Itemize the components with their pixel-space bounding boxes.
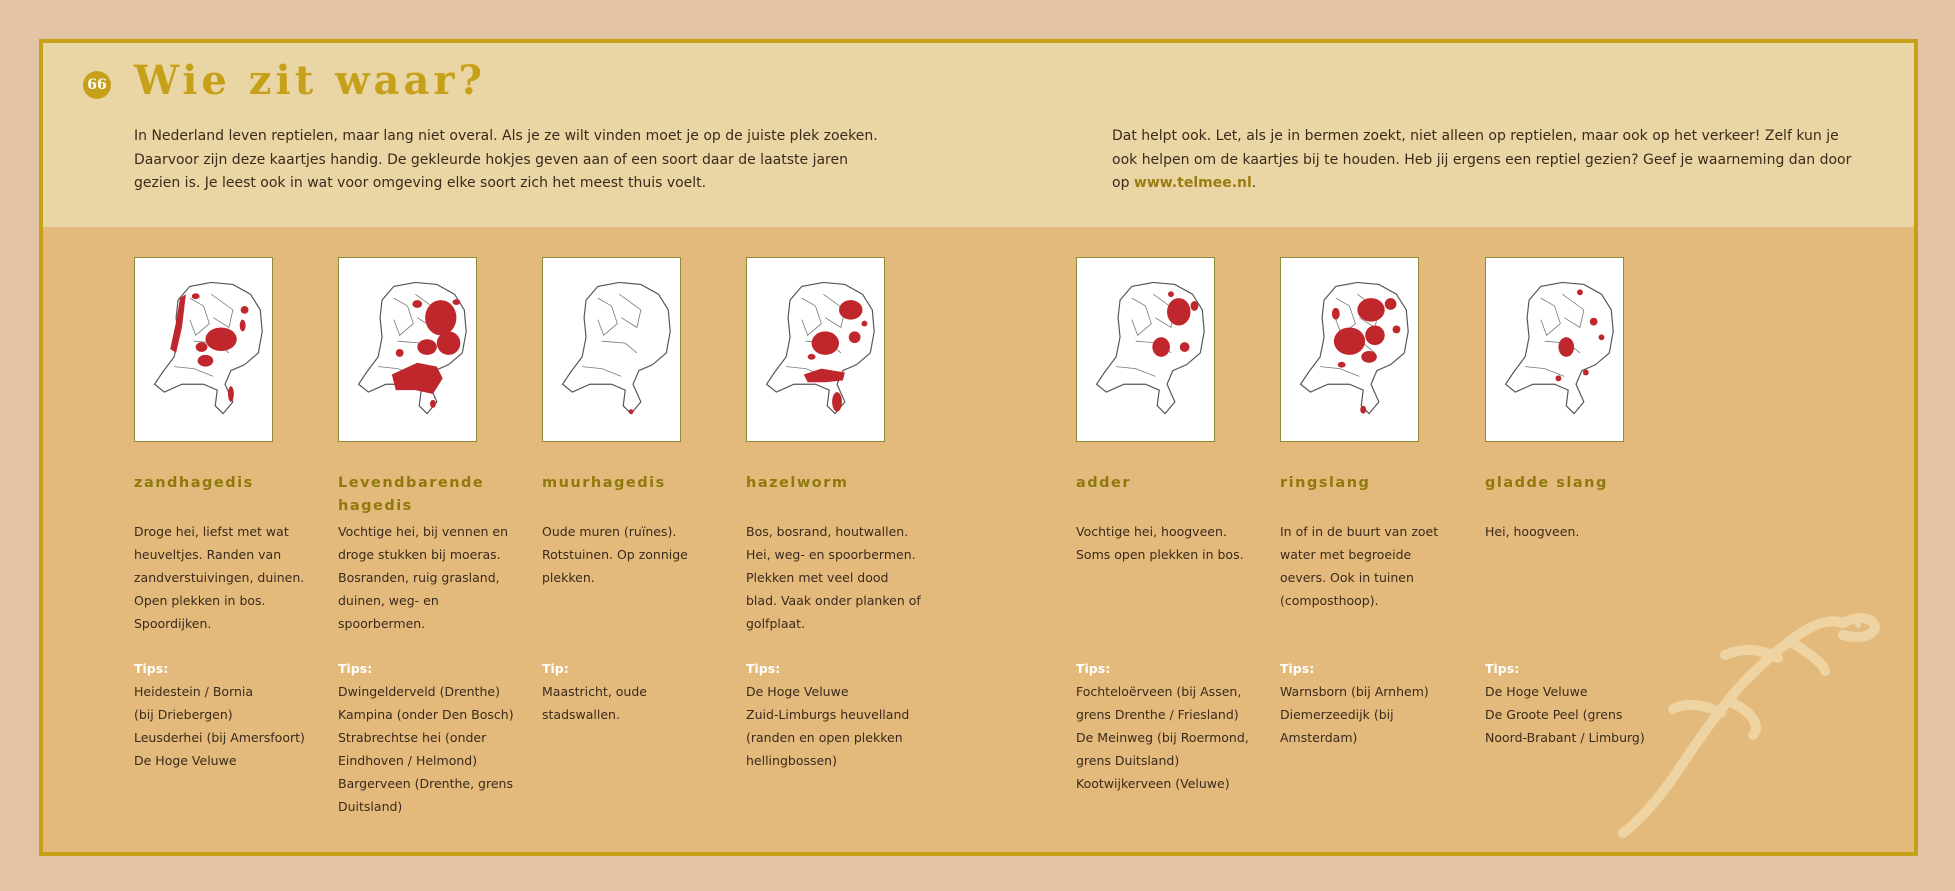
species-levendbarende-hagedis	[338, 257, 514, 818]
tip-line: Leusderhei (bij Amersfoort)	[134, 730, 305, 745]
lizard-watermark-icon	[1603, 563, 1903, 856]
tips-label: Tips:	[1485, 661, 1520, 676]
tip-line: Noord-Brabant / Limburg)	[1485, 730, 1645, 745]
netherlands-map-icon	[1486, 258, 1623, 441]
netherlands-map-icon	[747, 258, 884, 441]
intro-right-text: Dat helpt ook. Let, als je in bermen zoekt, niet alleen op reptielen, maar ook op het verkeer! Zelf kun je ook helpen om de kaartjes bij te houden. Heb jij ergens een reptiel gezien? Geef je waarneming dan door op	[1112, 128, 1852, 191]
species-habitat: Bos, bosrand, houtwallen. Hei, weg- en spoorbermen. Plekken met veel dood blad. Vaak onder planken of golfplaat.	[746, 524, 921, 631]
species-habitat: Vochtige hei, hoogveen. Soms open plekken in bos.	[1076, 524, 1244, 562]
species-name: ringslang	[1280, 475, 1371, 491]
species-name: Levendbarende hagedis	[338, 475, 485, 514]
netherlands-map-icon	[135, 258, 272, 441]
distribution-map	[542, 257, 681, 442]
netherlands-map-icon	[543, 258, 680, 441]
tip-line: (randen en open plekken	[746, 730, 903, 745]
tip-line: De Meinweg (bij Roermond,	[1076, 730, 1249, 745]
species-habitat: In of in de buurt van zoet water met begroeide oevers. Ook in tuinen (composthoop).	[1280, 524, 1439, 608]
species-name: zandhagedis	[134, 475, 254, 491]
species-habitat: Droge hei, liefst met wat heuveltjes. Randen van zandverstuivingen, duinen. Open plekken in bos. Spoordijken.	[134, 524, 305, 631]
species-name: hazelworm	[746, 475, 849, 491]
tips-label: Tips:	[338, 661, 373, 676]
netherlands-map-icon	[339, 258, 476, 441]
species-ringslang	[1280, 257, 1456, 749]
species-adder	[1076, 257, 1252, 795]
intro-right	[1112, 125, 1857, 196]
tip-line: De Hoge Veluwe	[746, 684, 849, 699]
distribution-map	[1485, 257, 1624, 442]
tips-label: Tips:	[746, 661, 781, 676]
tip-line: hellingbossen)	[746, 753, 837, 768]
tips-label: Tips:	[1076, 661, 1111, 676]
tip-line: Zuid-Limburgs heuvelland	[746, 707, 910, 722]
species-muurhagedis	[542, 257, 718, 726]
tips-label: Tips:	[134, 661, 169, 676]
tip-line: De Hoge Veluwe	[1485, 684, 1588, 699]
header-band	[43, 43, 1914, 227]
distribution-map	[1280, 257, 1419, 442]
netherlands-map-icon	[1281, 258, 1418, 441]
tip-line: Kampina (onder Den Bosch)	[338, 707, 514, 722]
page-number-badge: 66	[83, 71, 111, 99]
tip-line: grens Drenthe / Friesland)	[1076, 707, 1239, 722]
tip-line: Bargerveen (Drenthe, grens	[338, 776, 513, 791]
species-zandhagedis	[134, 257, 310, 772]
intro-right-end: .	[1251, 175, 1257, 191]
species-habitat: Vochtige hei, bij vennen en droge stukken bij moeras. Bosranden, ruig grasland, duinen, weg- en spoorbermen.	[338, 524, 509, 631]
tip-line: Kootwijkerveen (Veluwe)	[1076, 776, 1230, 791]
page-frame	[39, 39, 1918, 856]
species-name: muurhagedis	[542, 475, 666, 491]
tip-line: (bij Driebergen)	[134, 707, 233, 722]
tip-line: Amsterdam)	[1280, 730, 1358, 745]
tip-line: stadswallen.	[542, 707, 620, 722]
tip-line: De Hoge Veluwe	[134, 753, 237, 768]
tips-label: Tips:	[1280, 661, 1315, 676]
tip-line: Strabrechtse hei (onder	[338, 730, 487, 745]
tip-line: Eindhoven / Helmond)	[338, 753, 478, 768]
intro-left: In Nederland leven reptielen, maar lang niet overal. Als je ze wilt vinden moet je op de juiste plek zoeken. Daarvoor zijn deze kaartjes handig. De gekleurde hokjes geven aan of een soort daar de laatste jaren gezien is. Je leest ook in wat voor omgeving elke soort zich het meest thuis voelt.	[134, 128, 878, 191]
tip-line: Duitsland)	[338, 799, 403, 814]
distribution-map	[746, 257, 885, 442]
species-name: gladde slang	[1485, 475, 1608, 491]
telmee-link[interactable]: www.telmee.nl	[1133, 175, 1252, 191]
species-habitat: Hei, hoogveen.	[1485, 524, 1580, 539]
tip-line: Dwingelderveld (Drenthe)	[338, 684, 500, 699]
species-name: adder	[1076, 475, 1132, 491]
distribution-map	[134, 257, 273, 442]
tip-line: grens Duitsland)	[1076, 753, 1180, 768]
tips-label: Tip:	[542, 661, 569, 676]
tip-line: Heidestein / Bornia	[134, 684, 254, 699]
page-title: Wie zit waar?	[134, 57, 486, 104]
species-habitat: Oude muren (ruïnes). Rotstuinen. Op zonnige plekken.	[542, 524, 688, 585]
tip-line: Diemerzeedijk (bij	[1280, 707, 1394, 722]
distribution-map	[1076, 257, 1215, 442]
tip-line: De Groote Peel (grens	[1485, 707, 1623, 722]
netherlands-map-icon	[1077, 258, 1214, 441]
tip-line: Maastricht, oude	[542, 684, 647, 699]
tip-line: Warnsborn (bij Arnhem)	[1280, 684, 1429, 699]
tip-line: Fochteloërveen (bij Assen,	[1076, 684, 1242, 699]
distribution-map	[338, 257, 477, 442]
species-hazelworm	[746, 257, 922, 772]
